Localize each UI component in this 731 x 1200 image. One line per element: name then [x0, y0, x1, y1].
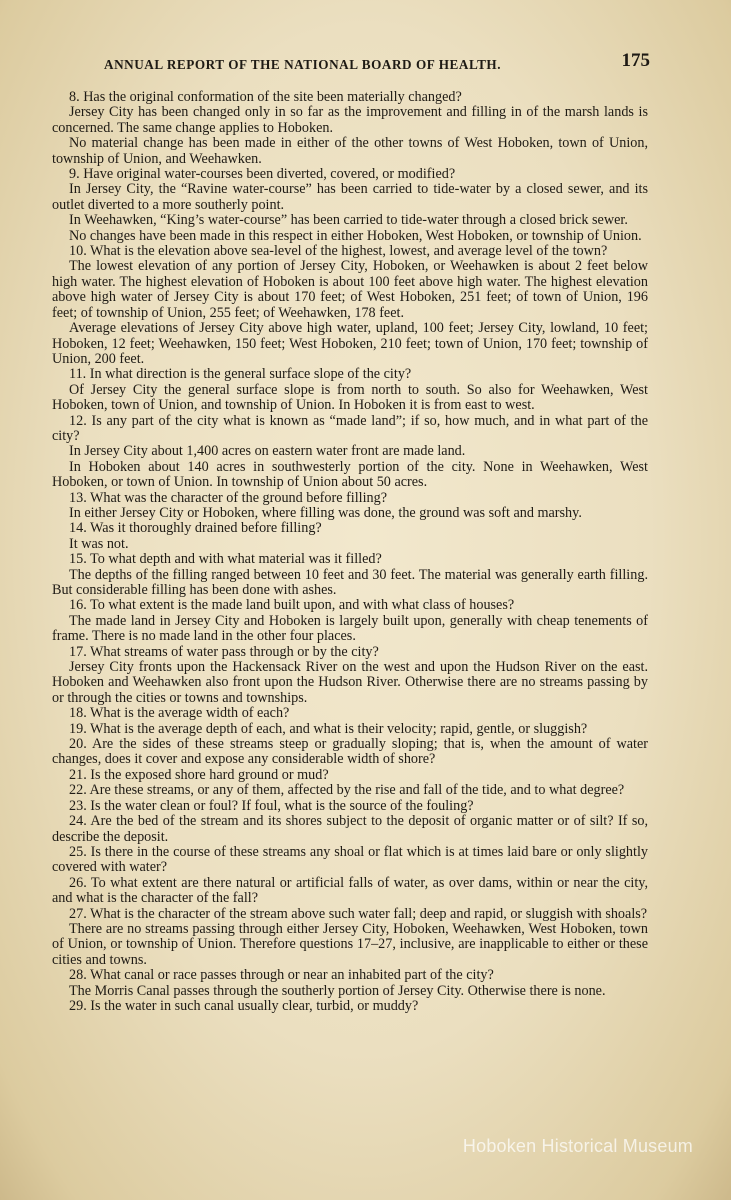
paragraph: 23. Is the water clean or foul? If foul, what is the source of the fouling?: [69, 797, 474, 814]
paragraph: 13. What was the character of the ground before filling?: [69, 489, 388, 506]
paragraph: 27. What is the character of the stream above such water fall; deep and rapid, or sluggish with shoals?: [69, 905, 648, 922]
paragraph: The depths of the filling ranged between 10 feet and 30 feet. The material was generally earth filling. But considerable filling has been done with ashes.: [52, 566, 648, 598]
paragraph: 28. What canal or race passes through or near an inhabited part of the city?: [69, 967, 494, 984]
paragraph: 9. Have original water-courses been diverted, covered, or modified?: [69, 166, 456, 183]
paragraph: 18. What is the average width of each?: [69, 705, 290, 722]
paragraph: Jersey City fronts upon the Hackensack River on the west and upon the Hudson River on the east. Hoboken and Weehawken also front upon the Hudson River. Otherwise there are no streams passing by or through the cities or towns and townships.: [52, 659, 648, 706]
paragraph: 8. Has the original conformation of the site been materially changed?: [69, 89, 462, 105]
paragraph: 14. Was it thoroughly drained before filling?: [69, 520, 322, 537]
paragraph: It was not.: [69, 535, 129, 552]
paragraph: In Weehawken, “King’s water-course” has been carried to tide-water through a closed brick sewer.: [69, 212, 628, 229]
paragraph: In Jersey City about 1,400 acres on eastern water front are made land.: [69, 443, 466, 460]
paragraph: 10. What is the elevation above sea-level of the highest, lowest, and average level of the town?: [69, 243, 608, 260]
paragraph: The lowest elevation of any portion of Jersey City, Hoboken, or Weehawken is about 2 feet below high water. The highest elevation of Hoboken is about 100 feet above high water. The highest elevation above high water of Jersey City is about 170 feet; of West Hoboken, 251 feet; of town of Union, 196 feet; of township of Union, 255 feet; of Weehawken, 178 feet.: [52, 258, 648, 321]
paragraph: 17. What streams of water pass through or by the city?: [69, 643, 379, 660]
paragraph: Average elevations of Jersey City above high water, upland, 100 feet; Jersey City, lowland, 10 feet; Hoboken, 12 feet; Weehawken, 150 feet; West Hoboken, 210 feet; town of Union, 170 feet; township of Union, 200 feet.: [52, 320, 648, 367]
paragraph: 26. To what extent are there natural or artificial falls of water, as over dams, within or near the city, and what is the character of the fall?: [52, 874, 648, 907]
page-number: 175: [621, 50, 650, 71]
paragraph: 24. Are the bed of the stream and its shores subject to the deposit of organic matter or of silt? If so, describe the deposit.: [52, 813, 648, 845]
paragraph: In Hoboken about 140 acres in southwesterly portion of the city. None in Weehawken, West Hoboken, or town of Union. In township of Union about 50 acres.: [52, 458, 648, 491]
paragraph: There are no streams passing through either Jersey City, Hoboken, Weehawken, West Hoboken, town of Union, or township of Union. Therefore questions 17–27, inclusive, are inapplicable to either or these cities and towns.: [52, 920, 648, 968]
running-head: ANNUAL REPORT OF THE NATIONAL BOARD OF HEALTH.: [104, 57, 502, 72]
paragraph: 25. Is there in the course of these streams any shoal or flat which is at times laid bare or only slightly covered with water?: [52, 843, 648, 876]
paragraph: Of Jersey City the general surface slope is from north to south. So also for Weehawken, West Hoboken, town of Union, and township of Union. In Hoboken it is from east to west.: [52, 381, 648, 414]
paragraph: In Jersey City, the “Ravine water-course” has been carried to tide-water by a closed sewer, and its outlet diverted to a more southerly point.: [52, 181, 648, 213]
paragraph: No material change has been made in either of the other towns of West Hoboken, town of Union, township of Union, and Weehawken.: [52, 135, 648, 167]
paragraph: 11. In what direction is the general surface slope of the city?: [69, 366, 412, 383]
paragraph: 19. What is the average depth of each, and what is their velocity; rapid, gentle, or sluggish?: [69, 720, 588, 737]
report-body: [52, 90, 648, 1014]
paragraph: 29. Is the water in such canal usually clear, turbid, or muddy?: [69, 997, 419, 1014]
paragraph: 16. To what extent is the made land built upon, and with what class of houses?: [69, 597, 515, 614]
paragraph: In either Jersey City or Hoboken, where filling was done, the ground was soft and marshy.: [69, 504, 582, 521]
paragraph: 12. Is any part of the city what is known as “made land”; if so, how much, and in what part of the city?: [52, 412, 648, 444]
paragraph: 20. Are the sides of these streams steep or gradually sloping; that is, when the amount of water changes, does it cover and expose any considerable width of shore?: [52, 736, 648, 768]
paragraph: 21. Is the exposed shore hard ground or mud?: [69, 766, 329, 783]
page-header: [104, 50, 650, 76]
paragraph: 15. To what depth and with what material was it filled?: [69, 551, 382, 568]
paragraph: 22. Are these streams, or any of them, affected by the rise and fall of the tide, and to what degree?: [69, 782, 625, 799]
paragraph: The Morris Canal passes through the southerly portion of Jersey City. Otherwise there is none.: [69, 982, 606, 999]
paragraph: No changes have been made in this respect in either Hoboken, West Hoboken, or township of Union.: [69, 227, 642, 244]
museum-watermark: Hoboken Historical Museum: [462, 1136, 693, 1156]
paragraph: Jersey City has been changed only in so far as the improvement and filling in of the marsh lands is concerned. The same change applies to Hoboken.: [52, 104, 648, 136]
paragraph: The made land in Jersey City and Hoboken is largely built upon, generally with cheap tenements of frame. There is no made land in the other four places.: [52, 612, 648, 645]
